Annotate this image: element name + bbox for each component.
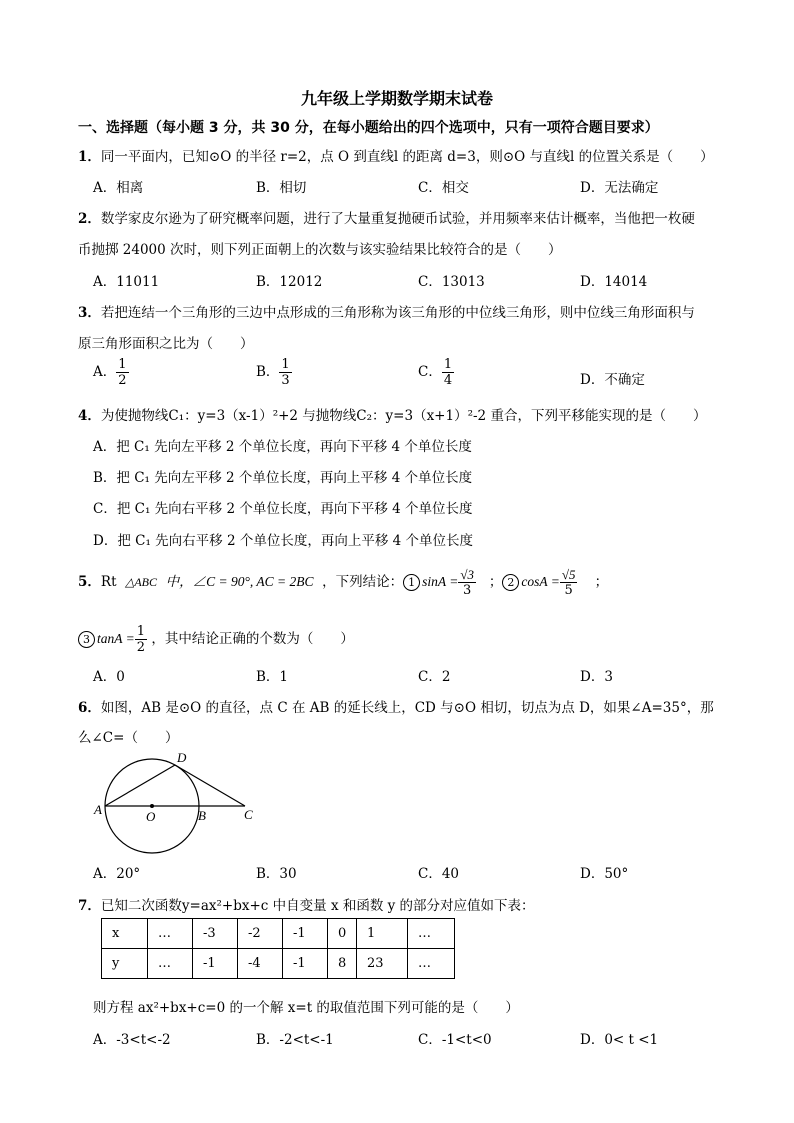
table-cell: -1 [283,919,328,949]
q5-tail: ，其中结论正确的个数为（ ） [151,631,354,647]
denominator: 3 [463,583,472,598]
q1-option-a[interactable]: A．相离 [93,180,144,196]
q7-option-d[interactable]: D．0< t <1 [580,1032,659,1048]
question-5-line2 [78,624,354,655]
table-cell: 1 [357,919,408,949]
fraction [116,357,128,388]
table-cell: 8 [328,949,357,979]
numerator: √5 [561,567,576,582]
question-number: 6． [78,700,101,716]
q2-option-d[interactable]: D．14014 [580,274,648,290]
table-cell: 0 [328,919,357,949]
center-point-o [150,804,154,808]
circled-number-3: 3 [78,631,95,648]
table-cell: 23 [357,949,408,979]
q1-option-c[interactable]: C．相交 [418,180,469,196]
table-cell: … [408,949,455,979]
question-4 [78,404,706,424]
table-row [102,919,455,949]
question-1 [78,145,714,165]
q3-option-d[interactable]: D．不确定 [580,372,645,388]
q2-option-c[interactable]: C．13013 [418,274,485,290]
option-label: A． [93,364,117,380]
q1-option-d[interactable]: D．无法确定 [580,180,659,196]
denominator: 2 [118,373,127,388]
question-number: 1． [78,149,101,165]
value-table [101,918,455,979]
q7-option-a[interactable]: A．-3<t<-2 [93,1032,171,1048]
q1-option-b[interactable]: B．相切 [256,180,307,196]
fraction [560,567,578,598]
q5-tan-label: tanA = [97,631,135,646]
numerator: 1 [443,357,453,372]
fraction [135,624,147,655]
question-text: 为使抛物线C₁：y=3（x-1）²+2 与抛物线C₂：y=3（x+1）²-2 重合，下列平移能实现的是（ ） [100,408,707,424]
question-text-line2: 币抛掷 24000 次时，则下列正面朝上的次数与该实验结果比较符合的是（ ） [78,242,562,258]
q5-lead: ，下列结论： [322,574,404,590]
q4-option-a[interactable]: A．把 C₁ 先向左平移 2 个单位长度，再向下平移 4 个单位长度 [93,439,472,455]
question-text-line2: 么∠C=（ ） [78,730,179,746]
q2-option-a[interactable]: A．11011 [93,274,160,290]
table-cell: -2 [238,919,283,949]
table-row [102,949,455,979]
denominator: 4 [443,373,453,388]
option-label: C． [418,364,442,380]
triangle-name: △ABC [125,575,157,589]
table-cell: y [102,949,148,979]
table-cell: -1 [283,949,328,979]
q5-condition: 中，∠C = 90°, AC = 2BC [165,574,314,589]
question-text-line2: 原三角形面积之比为（ ） [78,336,254,352]
q6-option-c[interactable]: C．40 [418,866,460,882]
question-number: 5． [78,574,101,590]
question-number: 2． [78,211,101,227]
question-text-line1: 如图，AB 是⊙O 的直径，点 C 在 AB 的延长线上，CD 与⊙O 相切，切点为点 D，如果∠A=35°，那 [100,700,714,716]
table-cell: -4 [238,949,283,979]
question-6 [78,696,714,716]
q6-option-d[interactable]: D．50° [580,866,629,882]
q5-cos-label: cosA = [521,574,560,589]
question-7-subquestion: 则方程 ax²+bx+c=0 的一个解 x=t 的取值范围下列可能的是（ ） [93,1000,519,1016]
tangent-cd [175,765,245,806]
circled-number-1: 1 [403,574,420,591]
q7-option-b[interactable]: B．-2<t<-1 [256,1032,334,1048]
q2-option-b[interactable]: B．12012 [256,274,323,290]
question-number: 4． [78,408,101,424]
fraction [442,357,454,388]
q4-option-b[interactable]: B．把 C₁ 先向左平移 2 个单位长度，再向上平移 4 个单位长度 [93,470,473,486]
q4-option-d[interactable]: D．把 C₁ 先向右平移 2 个单位长度，再向上平移 4 个单位长度 [93,533,473,549]
q5-option-a[interactable]: A．0 [93,669,125,685]
question-text: 已知二次函数y=ax²+bx+c 中自变量 x 和函数 y 的部分对应值如下表： [100,898,535,914]
label-o: O [146,809,156,824]
question-7 [78,894,535,914]
label-c: C [244,807,253,822]
q3-option-c[interactable] [418,357,454,388]
question-text: 同一平面内，已知⊙O 的半径 r=2，点 O 到直线l 的距离 d=3，则⊙O 与直线l 的位置关系是（ ） [100,149,714,165]
table-cell: -1 [193,949,238,979]
fraction [279,357,291,388]
q3-option-b[interactable] [256,357,292,388]
numerator: 1 [281,357,290,372]
q5-option-b[interactable]: B．1 [256,669,289,685]
numerator: 1 [136,624,146,639]
label-a: A [94,802,102,817]
q5-option-d[interactable]: D．3 [580,669,613,685]
q3-option-a[interactable] [93,357,129,388]
q7-option-c[interactable]: C．-1<t<0 [418,1032,492,1048]
numerator: 1 [118,357,127,372]
question-text-line1: 数学家皮尔逊为了研究概率问题，进行了大量重复抛硬币试验，并用频率来估计概率，当他把一枚硬 [100,211,695,227]
denominator: 3 [281,373,290,388]
question-2 [78,207,695,227]
fraction [458,567,476,598]
q6-option-b[interactable]: B．30 [256,866,297,882]
line-ad [105,765,175,806]
label-b: B [198,808,206,823]
table-cell: -3 [193,919,238,949]
circle-tangent-figure [90,748,270,860]
section-heading: 一、选择题（每小题 3 分，共 30 分，在每小题给出的四个选项中，只有一项符合题目要求） [78,120,659,136]
table-cell: x [102,919,148,949]
label-d: D [177,750,187,765]
q4-option-c[interactable]: C．把 C₁ 先向右平移 2 个单位长度，再向下平移 4 个单位长度 [93,501,473,517]
table-cell: … [148,919,193,949]
separator: ； [488,574,503,590]
question-3 [78,301,695,321]
numerator: √3 [460,567,474,582]
q5-sin-label: sinA = [422,574,459,589]
question-number: 3． [78,305,101,321]
circled-number-2: 2 [502,574,519,591]
denominator: 5 [564,583,573,598]
denominator: 2 [136,640,146,655]
question-5 [78,567,608,598]
option-label: B． [256,364,280,380]
table-cell: … [408,919,455,949]
separator: ； [594,574,609,590]
page-title: 九年级上学期数学期末试卷 [300,89,493,108]
question-number: 7． [78,898,101,914]
q5-rt: Rt [100,574,117,590]
question-text-line1: 若把连结一个三角形的三边中点形成的三角形称为该三角形的中位线三角形，则中位线三角形面积与 [100,305,695,321]
q6-option-a[interactable]: A．20° [93,866,141,882]
table-cell: … [148,949,193,979]
q5-option-c[interactable]: C．2 [418,669,451,685]
